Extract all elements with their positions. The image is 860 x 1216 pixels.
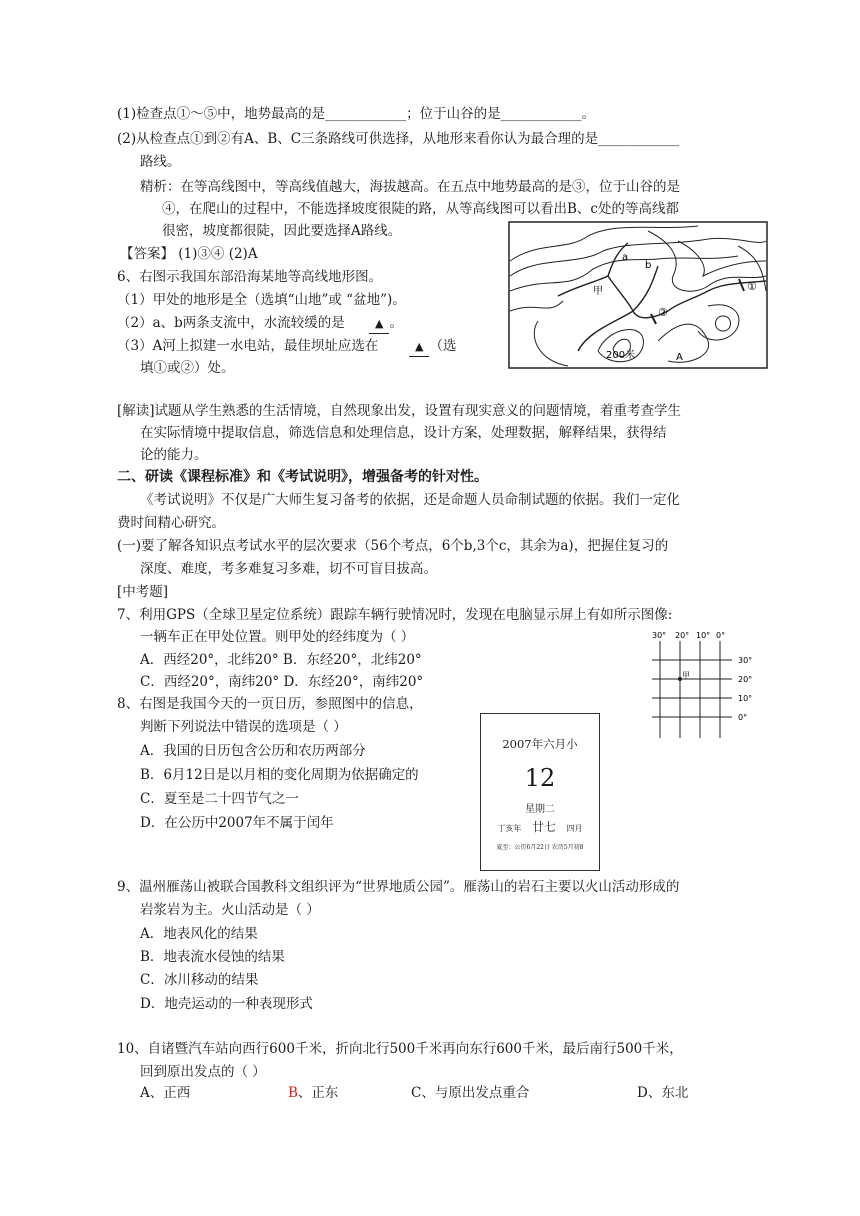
text-line-q5-2a: (2)从检查点①到②有A、B、C三条路线可供选择，从地形来看你认为最合理的是____________: [117, 131, 680, 147]
text-line-q7a: 7、利用GPS（全球卫星定位系统）跟踪车辆行驶情况时，发现在电脑显示屏上有如所示图像:: [117, 607, 673, 623]
text-line-ans5: 【答案】 (1)③④ (2)A: [120, 246, 258, 262]
contour-label-200: 200米: [606, 350, 636, 361]
q10-option-d: D、东北: [637, 1085, 689, 1101]
text-line-q8A: A．我国的日历包含公历和农历两部分: [140, 743, 366, 759]
gps-right-label-3: 10°: [738, 694, 753, 703]
text-line-p4: 深度、难度，考多难复习多难，切不可盲目拔高。: [140, 561, 437, 577]
gps-top-label-4: 0°: [716, 631, 726, 640]
text-line-q9A: A．地表风化的结果: [140, 926, 258, 942]
text-line-q5-2b: 路线。: [140, 154, 181, 170]
calendar-lunar: 丁亥年 廿七 四月: [497, 820, 583, 834]
text-line-q8C: C．夏至是二十四节气之一: [140, 791, 299, 807]
text-line-q6: 6、右图示我国东部沿海某地等高线地形图。: [117, 269, 383, 285]
contour-label-a: a: [622, 252, 629, 263]
gps-top-label-1: 30°: [652, 631, 667, 640]
text-line-q9a: 9、温州雁荡山被联合国教科文组织评为“世界地质公园”。雁荡山的岩石主要以火山活动形成的: [117, 879, 680, 895]
text-line-q10a: 10、自诸暨汽车站向西行600千米，折向北行500千米再向东行600千米，最后南行500千米，: [117, 1041, 683, 1057]
calendar-weekday: 星期二: [525, 804, 555, 815]
q10-options: [140, 1084, 688, 1102]
q6-blank-2: ▲ 。: [369, 314, 403, 334]
text-line-q7d: C．西经20°，南纬20° D．东经20°，南纬20°: [140, 674, 424, 690]
calendar-figure: [480, 713, 600, 871]
gps-top-label-3: 10°: [696, 631, 711, 640]
text-line-sec2: 二、研读《课程标准》和《考试说明》，增强备考的针对性。: [117, 469, 488, 485]
text-line-q6-3b: 填①或②）处。: [140, 360, 235, 376]
text-line-p3: (一)要了解各知识点考试水平的层次要求（56个考点，6个b,3个c，其余为a)，把握住复习的: [117, 538, 669, 554]
gps-point-label: 甲: [682, 671, 690, 680]
calendar-header: 2007年六月小: [502, 737, 578, 751]
q10-option-c: C、与原出发点重合: [411, 1085, 530, 1101]
text-line-expl-1: 精析：在等高线图中，等高线值越大，海拔越高。在五点中地势最高的是③，位于山谷的是: [140, 179, 680, 195]
contour-label-b: b: [645, 260, 652, 271]
text-line-q6-2: （2）a、b两条支流中，水流较缓的是: [117, 315, 345, 331]
gps-right-label-4: 0°: [738, 713, 748, 722]
contour-label-1: ①: [747, 280, 757, 293]
text-line-q7c: A．西经20°，北纬20° B．东经20°，北纬20°: [140, 652, 422, 668]
text-line-q7b: 一辆车正在甲处位置。则甲处的经纬度为（ ）: [140, 629, 415, 645]
contour-label-2: ②: [658, 306, 668, 319]
text-line-q8B: B．6月12日是以月相的变化周期为依据确定的: [140, 767, 419, 783]
text-line-jd2: 在实际情境中提取信息，筛选信息和处理信息，设计方案，处理数据，解释结果，获得结: [140, 425, 667, 441]
text-line-q8b: 判断下列说法中错误的选项是（ ）: [140, 719, 347, 735]
text-line-p1: 《考试说明》不仅是广大师生复习备考的依据，还是命题人员命制试题的依据。我们一定化: [140, 492, 680, 508]
text-line-q9B: B．地表流水侵蚀的结果: [140, 949, 285, 965]
text-line-expl-3: 很密，坡度都很陡，因此要选择A路线。: [162, 223, 402, 239]
text-line-q6-3: （3）A河上拟建一水电站，最佳坝址应选在: [117, 338, 379, 354]
text-line-jd3: 论的能力。: [140, 447, 208, 463]
text-line-q9D: D．地壳运动的一种表现形式: [140, 996, 313, 1012]
gps-top-label-2: 20°: [675, 631, 690, 640]
text-line-jd1: [解读]试题从学生熟悉的生活情境，自然现象出发，设置有现实意义的问题情境，着重考查学生: [117, 403, 682, 419]
text-line-q8a: 8、右图是我国今天的一页日历，参照图中的信息，: [117, 696, 423, 712]
q6-blank-3: ▲ （选: [409, 337, 456, 357]
text-line-q5-1: (1)检查点①～⑤中，地势最高的是____________；位于山谷的是____________。: [117, 106, 596, 122]
calendar-day: 12: [524, 764, 556, 792]
gps-right-label-2: 20°: [738, 675, 753, 684]
q10-option-b: B、正东: [288, 1085, 339, 1101]
text-line-q8D: D．在公历中2007年不属于闰年: [140, 815, 334, 831]
contour-map-figure: [508, 221, 768, 369]
q10-option-a: A、正西: [140, 1085, 191, 1101]
text-line-zk: [中考题]: [117, 584, 169, 600]
gps-grid-figure: [646, 628, 760, 743]
text-line-expl-2: ④，在爬山的过程中，不能选择坡度很陡的路，从等高线图可以看出B、c处的等高线都: [162, 201, 679, 217]
calendar-footer: 夏至：公历6月22日 农历5月初8: [496, 844, 584, 851]
text-line-q9b: 岩浆岩为主。火山活动是（ ）: [140, 902, 320, 918]
contour-label-jia: 甲: [593, 286, 603, 297]
text-line-q6-1: （1）甲处的地形是全（选填“山地”或 “盆地”)。: [117, 292, 406, 308]
text-line-q9C: C．冰川移动的结果: [140, 972, 259, 988]
gps-right-label-1: 30°: [738, 656, 753, 665]
contour-label-A: A: [676, 352, 683, 363]
text-line-p2: 费时间精心研究。: [117, 515, 225, 531]
text-line-q10b: 回到原出发点的（ ）: [140, 1064, 266, 1080]
